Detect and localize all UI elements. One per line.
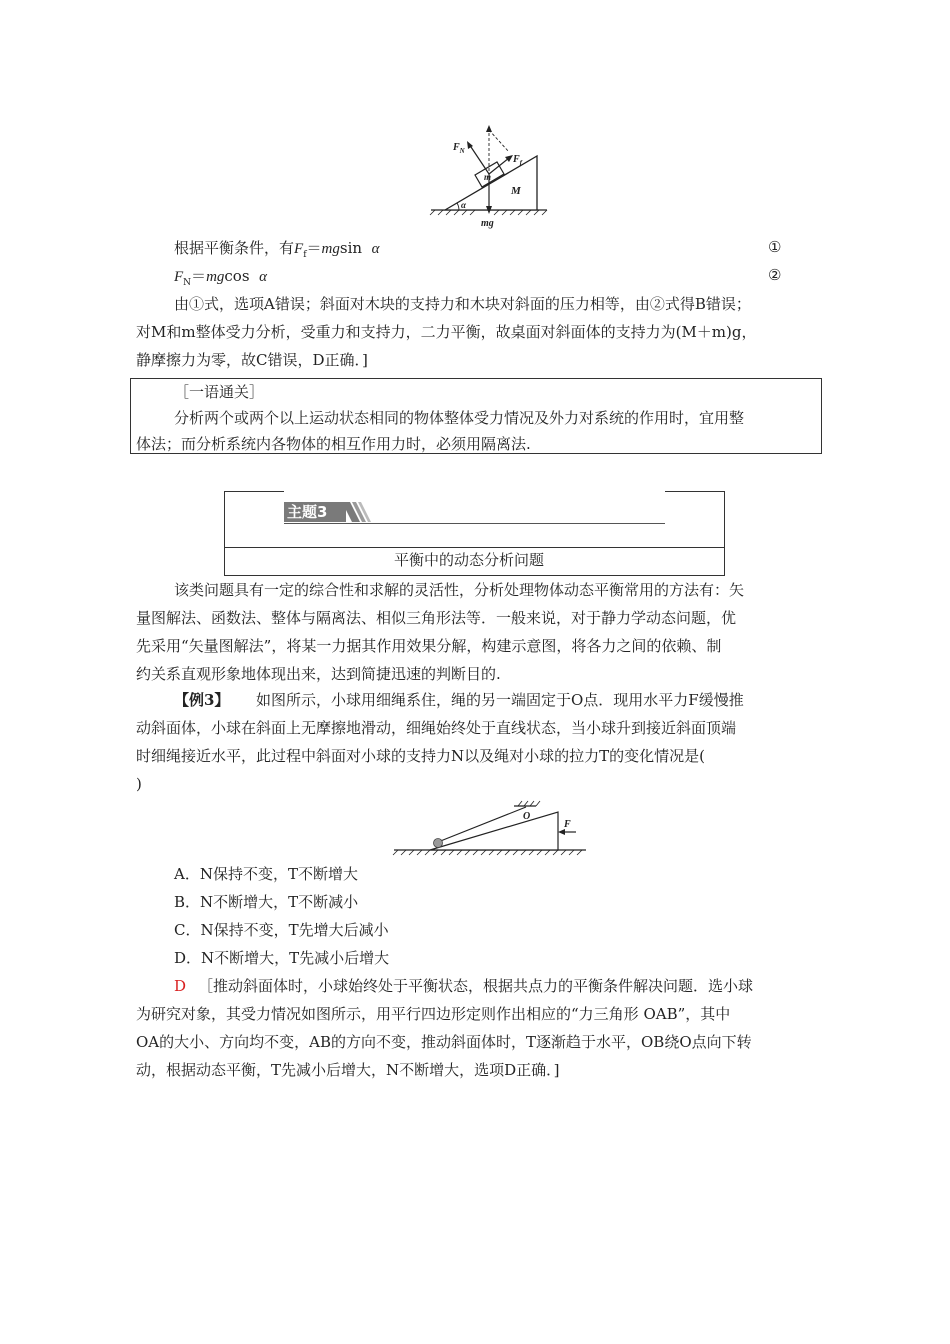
alpha-label: α (461, 200, 466, 210)
mg-label: mg (481, 218, 494, 229)
f-label: F (564, 819, 571, 830)
fn-label: $F_N$ (453, 142, 465, 155)
intro-line-1: 该类问题具有一定的综合性和求解的灵活性，分析处理物体动态平衡常用的方法有：矢 (174, 581, 745, 599)
box-tag: ［一语通关］ (174, 383, 265, 401)
box-line-2: 体法；而分析系统内各物体的相互作用力时，必须用隔离法. (136, 435, 531, 453)
answer-line-1: ［推动斜面体时，小球始终处于平衡状态，根据共点力的平衡条件解决问题．选小球 (198, 977, 754, 995)
big-m-label: M (511, 185, 521, 197)
example-line-3: 时细绳接近水平，此过程中斜面对小球的支持力N以及绳对小球的拉力T的变化情况是( (136, 747, 705, 765)
marker-2: ② (768, 266, 782, 284)
ff-label: $F_f$ (513, 154, 523, 167)
intro-line-2: 量图解法、函数法、整体与隔离法、相似三角形法等．一般来说，对于静力学动态问题，优 (136, 609, 737, 627)
answer-line-3: OA的大小、方向均不变，AB的方向不变，推动斜面体时，T逐渐趋于水平，OB绕O点向下转 (136, 1033, 752, 1051)
example-line-1: 如图所示，小球用细绳系住，绳的另一端固定于O点．现用水平力F缓慢推 (256, 691, 744, 709)
solution-line-3: 静摩擦力为零，故C错误，D正确．] (136, 351, 368, 369)
topic-title: 平衡中的动态分析问题 (394, 551, 545, 569)
solution-line-1: 由①式，选项A错误；斜面对木块的支持力和木块对斜面的压力相等，由②式得B错误； (174, 295, 751, 313)
option-b: B．N不断增大，T不断减小 (174, 893, 359, 911)
equation-1: 根据平衡条件，有$F_f=mgsin$ α (174, 239, 380, 260)
option-d: D．N不断增大，T先减小后增大 (174, 949, 390, 967)
example-line-2: 动斜面体，小球在斜面上无摩擦地滑动，细绳始终处于直线状态，当小球升到接近斜面顶端 (136, 719, 737, 737)
badge-stripes (342, 502, 372, 522)
option-c: C．N保持不变，T先增大后减小 (174, 921, 389, 939)
equation-2: $F_N=mgcos$ α (174, 267, 267, 288)
intro-line-4: 约关系直观形象地体现出来，达到简捷迅速的判断目的. (136, 665, 501, 683)
marker-1: ① (768, 238, 782, 256)
topic-badge-label: 主题3 (287, 503, 328, 521)
ball-incline-diagram (390, 800, 590, 860)
o-label: O (523, 811, 531, 822)
solution-line-2: 对M和m整体受力分析，受重力和支持力，二力平衡，故桌面对斜面体的支持力为(M＋m)g， (136, 323, 757, 341)
option-a: A．N保持不变，T不断增大 (174, 865, 358, 883)
intro-line-3: 先采用“矢量图解法”，将某一力据其作用效果分解，构建示意图，将各力之间的依赖、制 (136, 637, 722, 655)
m-label: m (484, 172, 492, 182)
box-line-1: 分析两个或两个以上运动状态相同的物体整体受力情况及外力对系统的作用时，宜用整 (174, 409, 745, 427)
incline-force-diagram (425, 122, 555, 230)
example-line-4: ) (136, 775, 142, 793)
answer-line-4: 动，根据动态平衡，T先减小后增大，N不断增大，选项D正确．] (136, 1061, 560, 1079)
answer-line-2: 为研究对象，其受力情况如图所示，用平行四边形定则作出相应的“力三角形 OAB”，其中 (136, 1005, 731, 1023)
example-label: 【例3】 (174, 691, 230, 709)
answer-letter: D (174, 977, 187, 995)
